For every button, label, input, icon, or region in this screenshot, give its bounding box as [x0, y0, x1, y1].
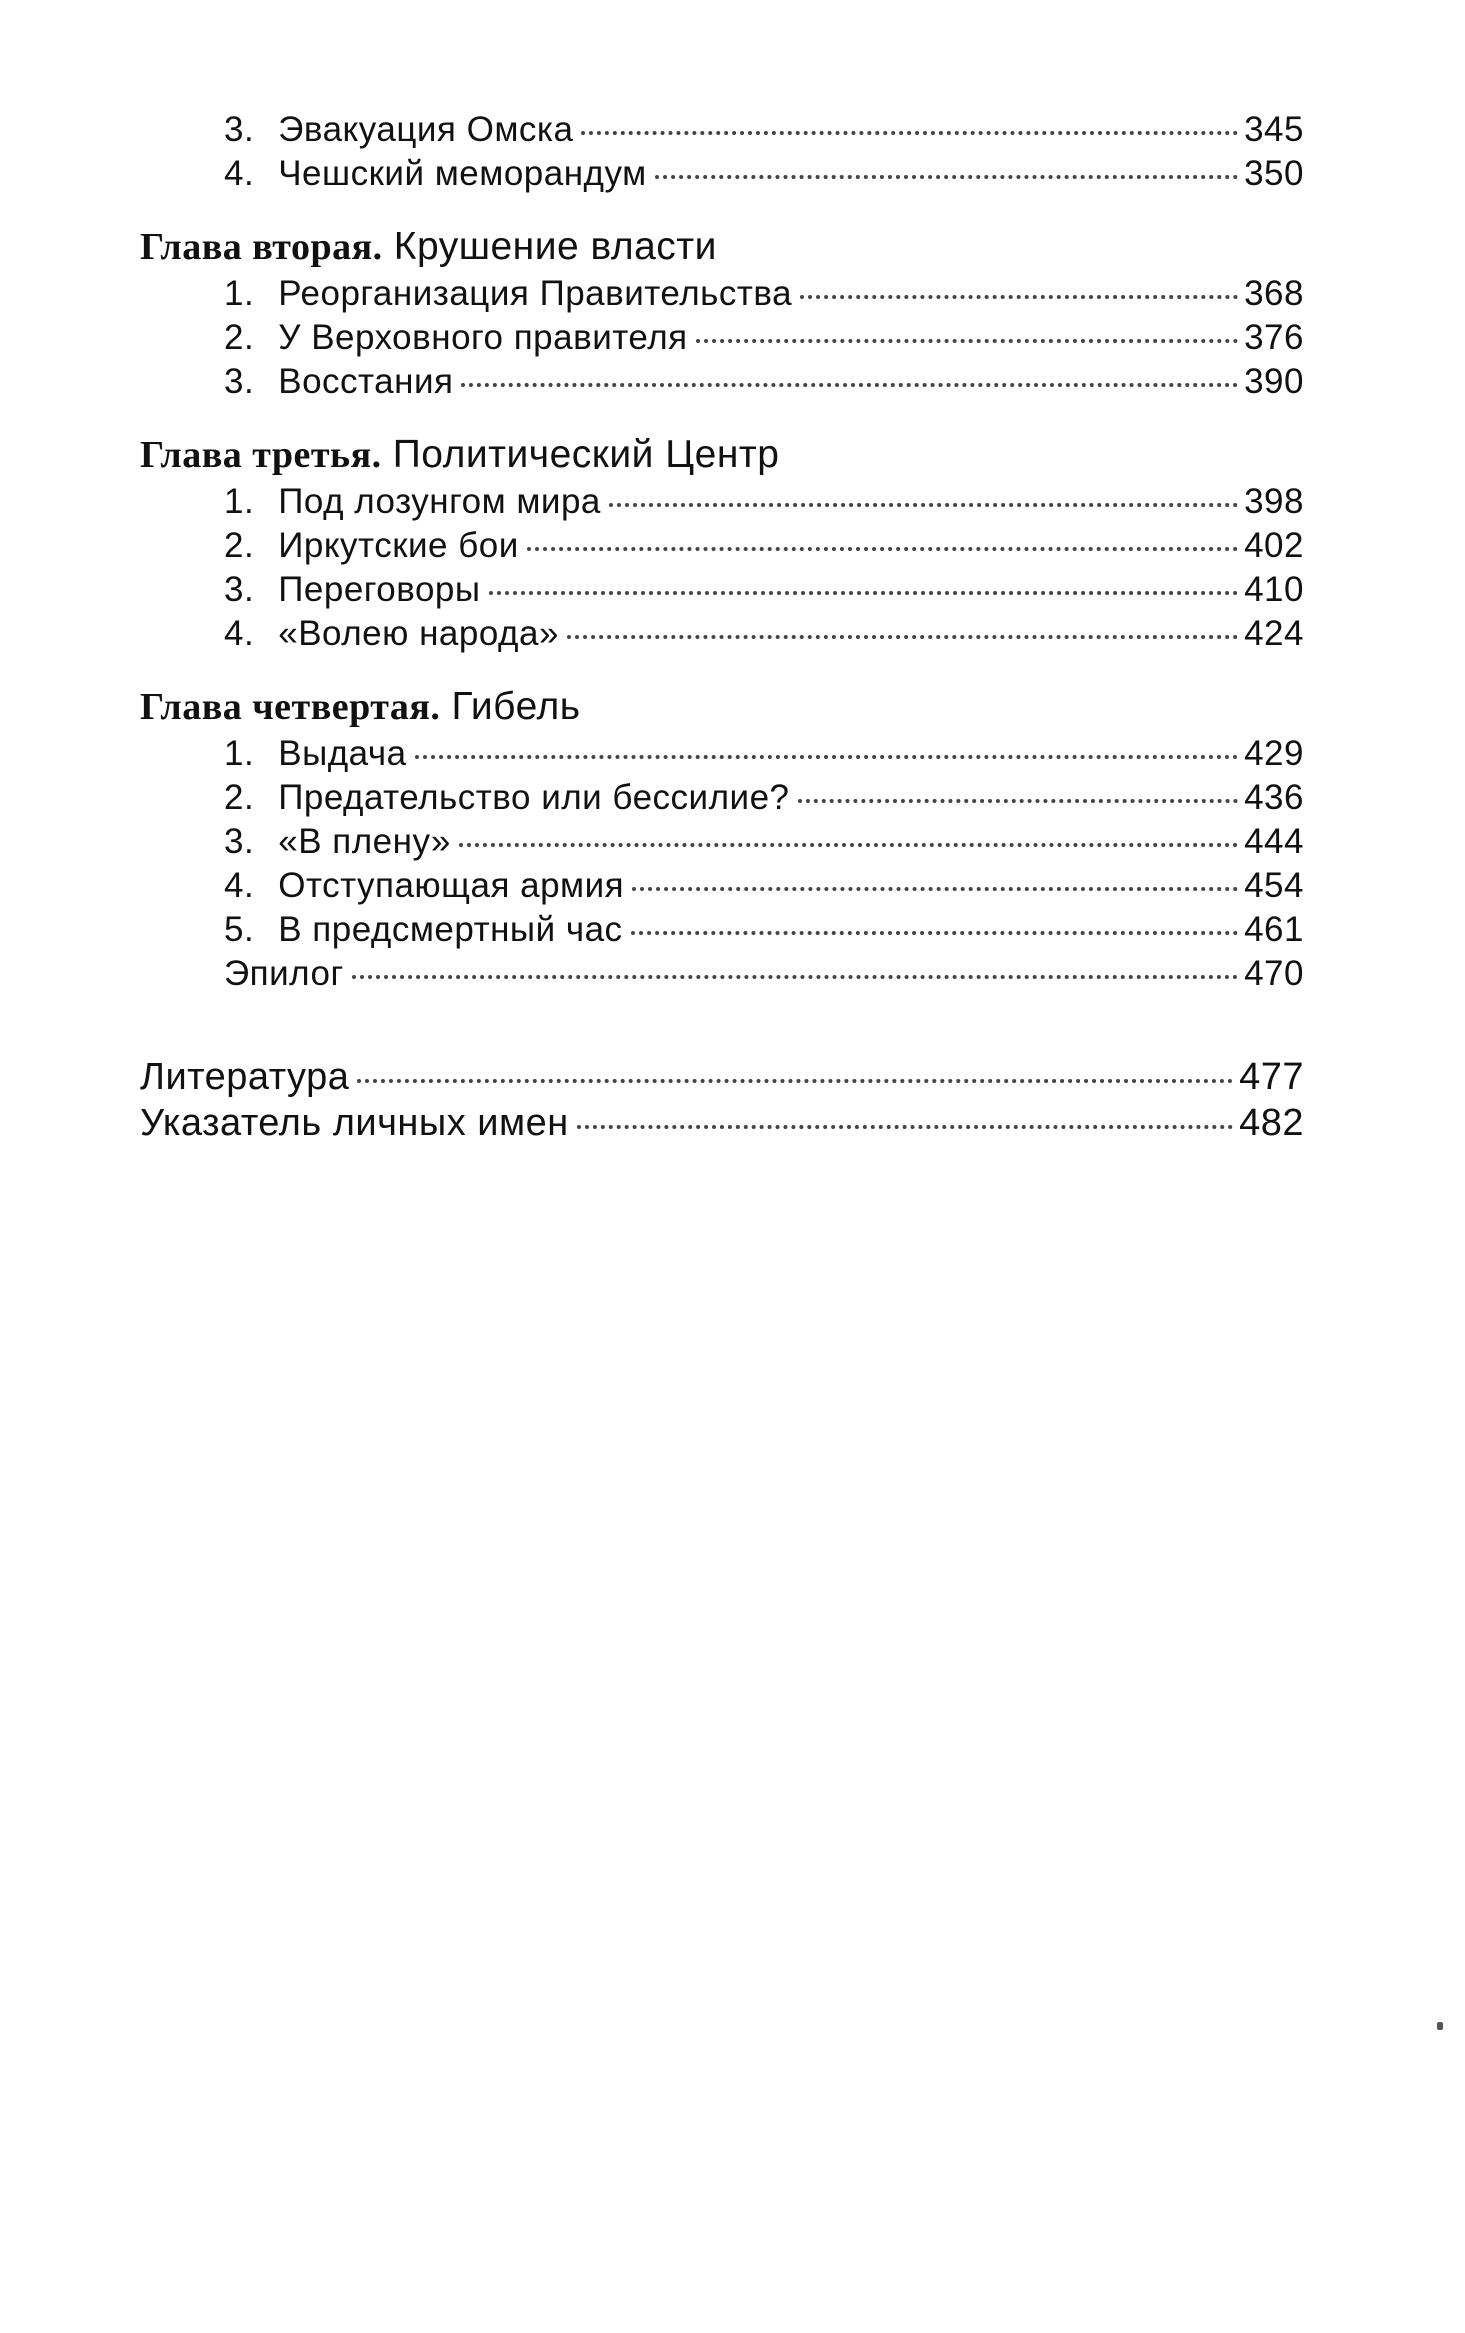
entry-page-number: 477	[1239, 1056, 1304, 1098]
toc-entry	[140, 360, 1304, 404]
chapter-heading	[140, 222, 1304, 272]
entry-number: 1.	[224, 734, 255, 773]
toc-entry-back-matter	[140, 1100, 1304, 1146]
entry-title: Выдача	[278, 734, 407, 773]
entry-title: Указатель личных имен	[140, 1102, 569, 1144]
entry-number: 3.	[224, 822, 255, 861]
dot-leader	[415, 755, 1238, 759]
entry-page-number: 482	[1239, 1102, 1304, 1144]
entry-title: Литература	[140, 1056, 350, 1098]
dot-leader	[577, 1125, 1233, 1129]
entry-title: Чешский меморандум	[278, 154, 647, 193]
dot-leader	[461, 383, 1238, 387]
dot-leader	[567, 635, 1238, 639]
entry-title: Эвакуация Омска	[278, 110, 574, 149]
entry-title: Под лозунгом мира	[278, 482, 601, 521]
toc-entry	[140, 732, 1304, 776]
entry-title: Предательство или бессилие?	[278, 778, 790, 817]
toc-entry	[140, 776, 1304, 820]
entry-page-number: 436	[1244, 778, 1304, 817]
entry-page-number: 454	[1244, 866, 1304, 905]
toc-entry-epilog	[140, 952, 1304, 996]
toc-entry	[140, 908, 1304, 952]
entry-number: 3.	[224, 362, 255, 401]
scan-speck	[1437, 2022, 1443, 2030]
entry-title: Переговоры	[278, 570, 481, 609]
toc-entry	[140, 864, 1304, 908]
entry-title: Восстания	[278, 362, 454, 401]
entry-title: У Верховного правителя	[278, 318, 688, 357]
chapter-title: Политический Центр	[392, 433, 780, 476]
chapter-heading	[140, 430, 1304, 480]
entry-title: В предсмертный час	[278, 910, 623, 949]
dot-leader	[631, 931, 1238, 935]
dot-leader	[798, 799, 1238, 803]
entry-number: 4.	[224, 614, 255, 653]
entry-page-number: 410	[1244, 570, 1304, 609]
dot-leader	[527, 547, 1238, 551]
entry-title: Реорганизация Правительства	[278, 274, 793, 313]
entry-number: 3.	[224, 110, 255, 149]
chapter-heading	[140, 682, 1304, 732]
entry-title: Эпилог	[224, 954, 344, 993]
entry-number: 3.	[224, 570, 255, 609]
entry-number: 4.	[224, 154, 255, 193]
toc-entry	[140, 152, 1304, 196]
toc-entry	[140, 568, 1304, 612]
dot-leader	[632, 887, 1238, 891]
entry-page-number: 350	[1244, 154, 1304, 193]
entry-page-number: 429	[1244, 734, 1304, 773]
entry-page-number: 345	[1244, 110, 1304, 149]
entry-page-number: 444	[1244, 822, 1304, 861]
entry-page-number: 398	[1244, 482, 1304, 521]
back-matter	[140, 1054, 1304, 1146]
dot-leader	[489, 591, 1238, 595]
entry-page-number: 376	[1244, 318, 1304, 357]
entry-number: 2.	[224, 318, 255, 357]
chapter-title: Крушение власти	[393, 225, 717, 268]
entry-page-number: 390	[1244, 362, 1304, 401]
chapter-title: Гибель	[451, 685, 581, 728]
entry-number: 1.	[224, 482, 255, 521]
entry-page-number: 470	[1244, 954, 1304, 993]
entry-number: 4.	[224, 866, 255, 905]
entry-page-number: 368	[1244, 274, 1304, 313]
entry-title: Отступающая армия	[278, 866, 625, 905]
chapter-label: Глава четвертая.	[140, 686, 441, 728]
entry-number: 5.	[224, 910, 255, 949]
toc-entry	[140, 612, 1304, 656]
entry-title: Иркутские бои	[278, 526, 519, 565]
toc-entry	[140, 316, 1304, 360]
entry-number: 2.	[224, 778, 255, 817]
dot-leader	[352, 975, 1238, 979]
toc-entry	[140, 108, 1304, 152]
chapter-label: Глава третья.	[140, 434, 382, 476]
toc-entry	[140, 272, 1304, 316]
entry-number: 2.	[224, 526, 255, 565]
toc-entry-back-matter	[140, 1054, 1304, 1100]
entry-title: «Волею народа»	[278, 614, 559, 653]
dot-leader	[696, 339, 1238, 343]
chapter-label: Глава вторая.	[140, 226, 383, 268]
dot-leader	[655, 175, 1238, 179]
toc-entry	[140, 524, 1304, 568]
entry-page-number: 424	[1244, 614, 1304, 653]
entry-title: «В плену»	[278, 822, 451, 861]
entry-number: 1.	[224, 274, 255, 313]
dot-leader	[459, 843, 1238, 847]
toc-entry	[140, 480, 1304, 524]
toc-entry	[140, 820, 1304, 864]
dot-leader	[357, 1079, 1233, 1083]
dot-leader	[581, 131, 1238, 135]
dot-leader	[800, 295, 1238, 299]
entry-page-number: 402	[1244, 526, 1304, 565]
entry-page-number: 461	[1244, 910, 1304, 949]
table-of-contents	[140, 108, 1304, 1146]
dot-leader	[609, 503, 1238, 507]
